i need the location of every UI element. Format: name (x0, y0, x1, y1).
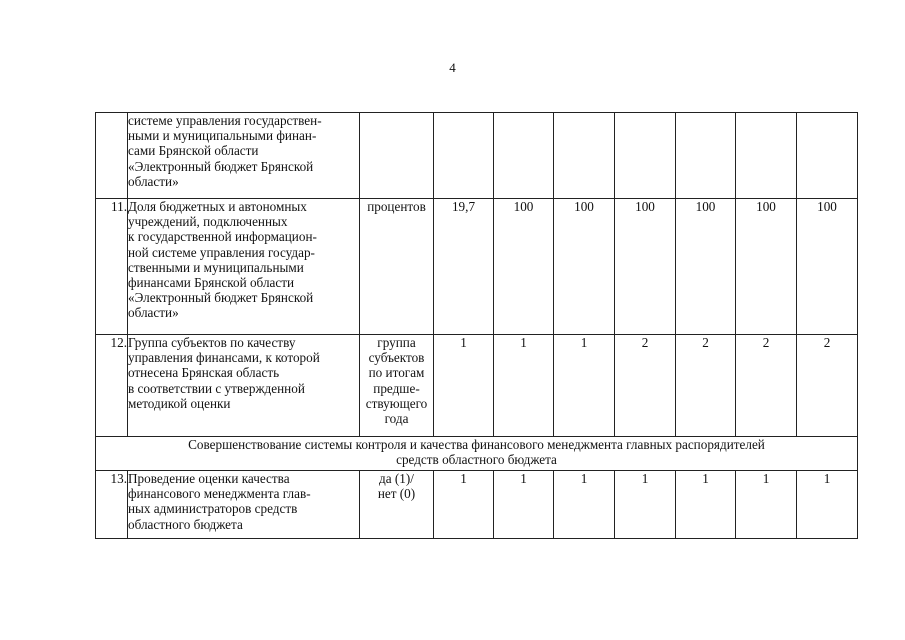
unit-line: процентов (367, 199, 426, 214)
unit-line: предше- (373, 380, 420, 396)
row-number: 13. (96, 471, 128, 539)
table-row (96, 335, 858, 437)
indicator-name-line: финансового менеджмента глав- (128, 486, 311, 502)
value-cell: 1 (494, 335, 554, 437)
row-number: 11. (96, 199, 128, 335)
table-row (96, 471, 858, 539)
indicator-name-line: области» (128, 305, 179, 321)
indicator-name-line: управления финансами, к которой (128, 350, 320, 366)
indicator-name-line: к государственной информацион- (128, 229, 317, 245)
unit-cell (360, 335, 434, 437)
indicator-name-line: Проведение оценки качества (128, 471, 290, 486)
value-cell (797, 113, 858, 199)
indicator-name-line: Доля бюджетных и автономных (128, 199, 307, 214)
indicators-table (95, 112, 858, 539)
value-cell: 1 (615, 471, 676, 539)
value-cell (736, 113, 797, 199)
indicator-name-line: отнесена Брянская область (128, 365, 280, 381)
value-cell: 100 (676, 199, 736, 335)
page-number: 4 (449, 60, 456, 75)
indicator-name (128, 113, 360, 199)
row-number: 12. (96, 335, 128, 437)
unit-cell (360, 471, 434, 539)
value-cell: 2 (676, 335, 736, 437)
unit-line: субъектов (368, 350, 425, 366)
value-cell: 1 (676, 471, 736, 539)
indicator-name-line: Группа субъектов по качеству (128, 335, 296, 350)
indicator-name-line: области» (128, 173, 179, 189)
value-cell: 100 (615, 199, 676, 335)
value-cell: 19,7 (434, 199, 494, 335)
value-cell: 2 (736, 335, 797, 437)
value-cell (676, 113, 736, 199)
unit-line: нет (0) (377, 486, 416, 502)
indicator-name-line: «Электронный бюджет Брянской (128, 290, 314, 306)
table-body (96, 113, 858, 539)
value-cell: 100 (736, 199, 797, 335)
value-cell: 1 (554, 471, 615, 539)
value-cell: 1 (434, 335, 494, 437)
unit-line: по итогам (368, 365, 425, 381)
indicator-name-line: учреждений, подключенных (128, 214, 288, 230)
indicator-name-line: методикой оценки (128, 395, 231, 411)
value-cell: 100 (554, 199, 615, 335)
value-cell (554, 113, 615, 199)
value-cell: 2 (797, 335, 858, 437)
value-cell (615, 113, 676, 199)
value-cell: 1 (554, 335, 615, 437)
table-row (96, 199, 858, 335)
indicator-name-line: ных администраторов средств (128, 501, 298, 517)
indicator-name-line: сами Брянской области (128, 143, 259, 159)
indicator-name-line: областного бюджета (128, 516, 243, 532)
indicator-name-line: системе управления государствен- (128, 113, 322, 128)
indicator-name-line: ственными и муниципальными (128, 259, 304, 275)
section-title-line: Совершенствование системы контроля и качества финансового менеджмента главных распорядителей (188, 437, 765, 452)
unit-cell (360, 113, 434, 199)
value-cell: 2 (615, 335, 676, 437)
section-title (96, 437, 858, 471)
indicator-name-line: ной системе управления государ- (128, 244, 315, 260)
indicator-name (128, 335, 360, 437)
value-cell: 100 (797, 199, 858, 335)
indicator-name-line: финансами Брянской области (128, 275, 295, 291)
unit-line: да (1)/ (379, 471, 414, 486)
indicator-name-line: в соответствии с утвержденной (128, 380, 305, 396)
indicator-name (128, 471, 360, 539)
unit-cell (360, 199, 434, 335)
section-row (96, 437, 858, 471)
indicator-name (128, 199, 360, 335)
unit-line: года (384, 411, 409, 427)
value-cell: 100 (494, 199, 554, 335)
value-cell (434, 113, 494, 199)
row-number (96, 113, 128, 199)
indicator-name-line: ными и муниципальными финан- (128, 128, 317, 144)
indicator-name-line: «Электронный бюджет Брянской (128, 158, 314, 174)
unit-line: ствующего (365, 395, 428, 411)
value-cell: 1 (494, 471, 554, 539)
value-cell: 1 (736, 471, 797, 539)
value-cell (494, 113, 554, 199)
unit-line: группа (377, 335, 416, 350)
value-cell: 1 (434, 471, 494, 539)
value-cell: 1 (797, 471, 858, 539)
table-row (96, 113, 858, 199)
section-title-line: средств областного бюджета (396, 452, 557, 468)
